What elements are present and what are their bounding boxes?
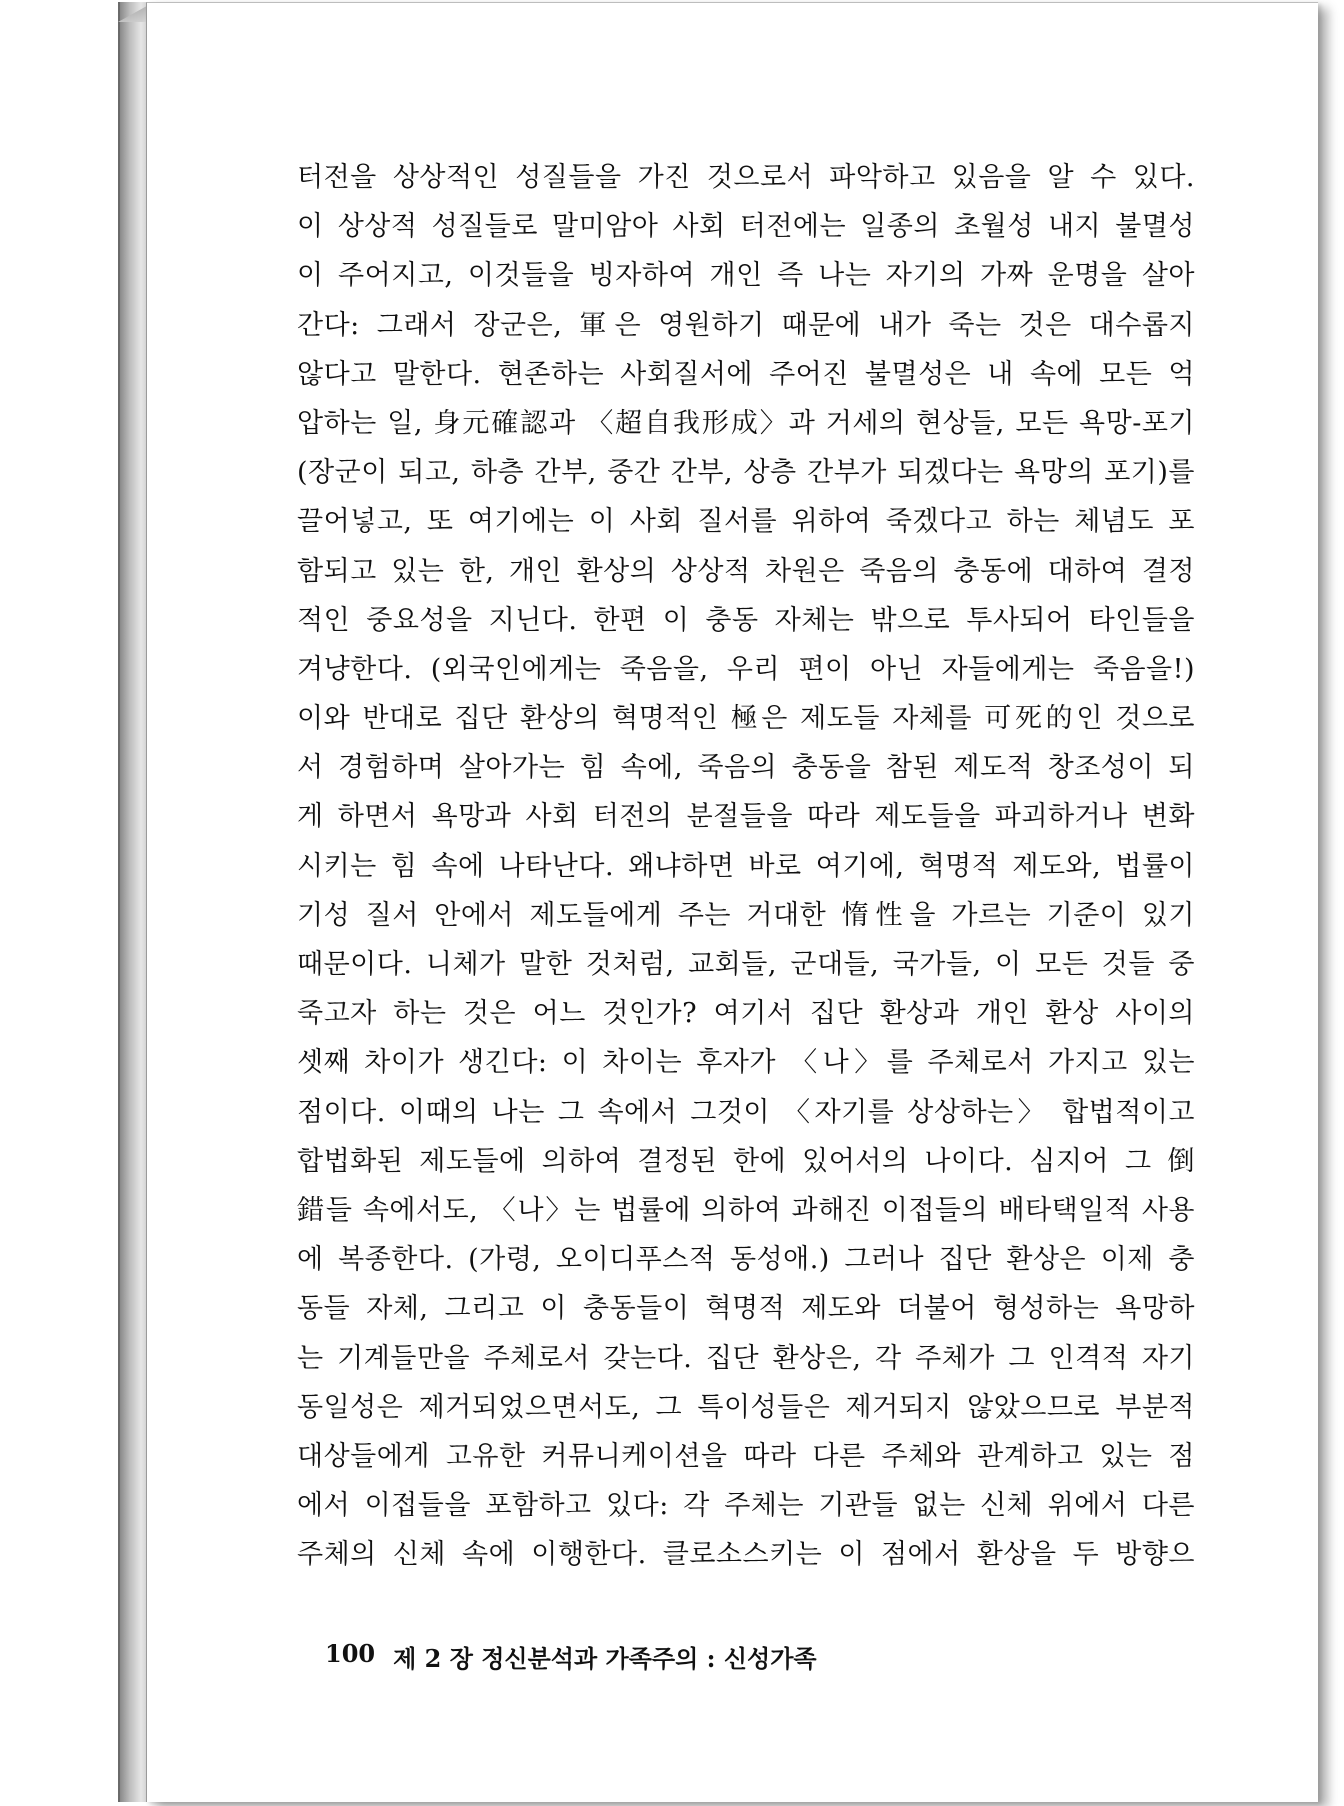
text-line: 이 상상적 성질들로 말미암아 사회 터전에는 일종의 초월성 내지 불멸성 [297, 211, 1195, 243]
text-line: 간다: 그래서 장군은, 軍은 영원하기 때문에 내가 죽는 것은 대수롭지 [297, 309, 1195, 341]
text-line: 게 하면서 욕망과 사회 터전의 분절들을 따라 제도들을 파괴하거나 변화 [297, 801, 1195, 833]
text-line: 압하는 일, 身元確認과 〈超自我形成〉과 거세의 현상들, 모든 욕망-포기 [297, 407, 1195, 439]
text-line: 錯들 속에서도, 〈나〉는 법률에 의하여 과해진 이접들의 배타택일적 사용 [297, 1194, 1195, 1226]
text-line: 겨냥한다. (외국인에게는 죽음을, 우리 편이 아닌 자들에게는 죽음을!) [297, 653, 1195, 685]
text-line: 끌어넣고, 또 여기에는 이 사회 질서를 위하여 죽겠다고 하는 체념도 포 [297, 506, 1195, 538]
text-line: 주체의 신체 속에 이행한다. 클로소스키는 이 점에서 환상을 두 방향으 [297, 1539, 1195, 1571]
text-line: 이 주어지고, 이것들을 빙자하여 개인 즉 나는 자기의 가짜 운명을 살아 [297, 260, 1195, 292]
page-footer [325, 1639, 817, 1674]
page-body-text [297, 153, 1195, 1579]
text-line: 대상들에게 고유한 커뮤니케이션을 따라 다른 주체와 관계하고 있는 점 [297, 1440, 1195, 1472]
text-line: 는 기계들만을 주체로서 갖는다. 집단 환상은, 각 주체가 그 인격적 자기 [297, 1342, 1195, 1374]
text-line: 함되고 있는 한, 개인 환상의 상상적 차원은 죽음의 충동에 대하여 결정 [297, 555, 1195, 587]
page-number: 100 [325, 1639, 376, 1668]
text-line: 기성 질서 안에서 제도들에게 주는 거대한 惰性을 가르는 기준이 있기 [297, 899, 1195, 931]
text-line: 점이다. 이때의 나는 그 속에서 그것이 〈자기를 상상하는〉 합법적이고 [297, 1096, 1195, 1128]
text-line: 터전을 상상적인 성질들을 가진 것으로서 파악하고 있음을 알 수 있다. [297, 162, 1195, 193]
text-line: 죽고자 하는 것은 어느 것인가? 여기서 집단 환상과 개인 환상 사이의 [297, 998, 1195, 1030]
text-line: 않다고 말한다. 현존하는 사회질서에 주어진 불멸성은 내 속에 모든 억 [297, 358, 1195, 390]
text-line: 동들 자체, 그리고 이 충동들이 혁명적 제도와 더불어 형성하는 욕망하 [297, 1293, 1195, 1325]
text-line: (장군이 되고, 하층 간부, 중간 간부, 상층 간부가 되겠다는 욕망의 포기)를 [297, 457, 1195, 489]
text-line: 에서 이접들을 포함하고 있다: 각 주체는 기관들 없는 신체 위에서 다른 [297, 1490, 1195, 1522]
text-line: 합법화된 제도들에 의하여 결정된 한에 있어서의 나이다. 심지어 그 倒 [297, 1145, 1195, 1177]
book-page [146, 2, 1318, 1802]
book-spine-edge [118, 2, 148, 1802]
text-line: 에 복종한다. (가령, 오이디푸스적 동성애.) 그러나 집단 환상은 이제 충 [297, 1244, 1195, 1276]
text-line: 셋째 차이가 생긴다: 이 차이는 후자가 〈나〉를 주체로서 가지고 있는 [297, 1047, 1195, 1079]
text-line: 동일성은 제거되었으면서도, 그 특이성들은 제거되지 않았으므로 부분적 [297, 1391, 1195, 1423]
text-line: 시키는 힘 속에 나타난다. 왜냐하면 바로 여기에, 혁명적 제도와, 법률이 [297, 850, 1195, 882]
text-line: 서 경험하며 살아가는 힘 속에, 죽음의 충동을 참된 제도적 창조성이 되 [297, 752, 1195, 784]
text-line: 때문이다. 니체가 말한 것처럼, 교회들, 군대들, 국가들, 이 모든 것들 중 [297, 949, 1195, 980]
text-line: 적인 중요성을 지닌다. 한편 이 충동 자체는 밖으로 투사되어 타인들을 [297, 604, 1195, 636]
running-chapter-title: 제 2 장 정신분석과 가족주의 : 신성가족 [393, 1644, 817, 1673]
text-line: 이와 반대로 집단 환상의 혁명적인 極은 제도들 자체를 可死的인 것으로 [297, 703, 1195, 735]
